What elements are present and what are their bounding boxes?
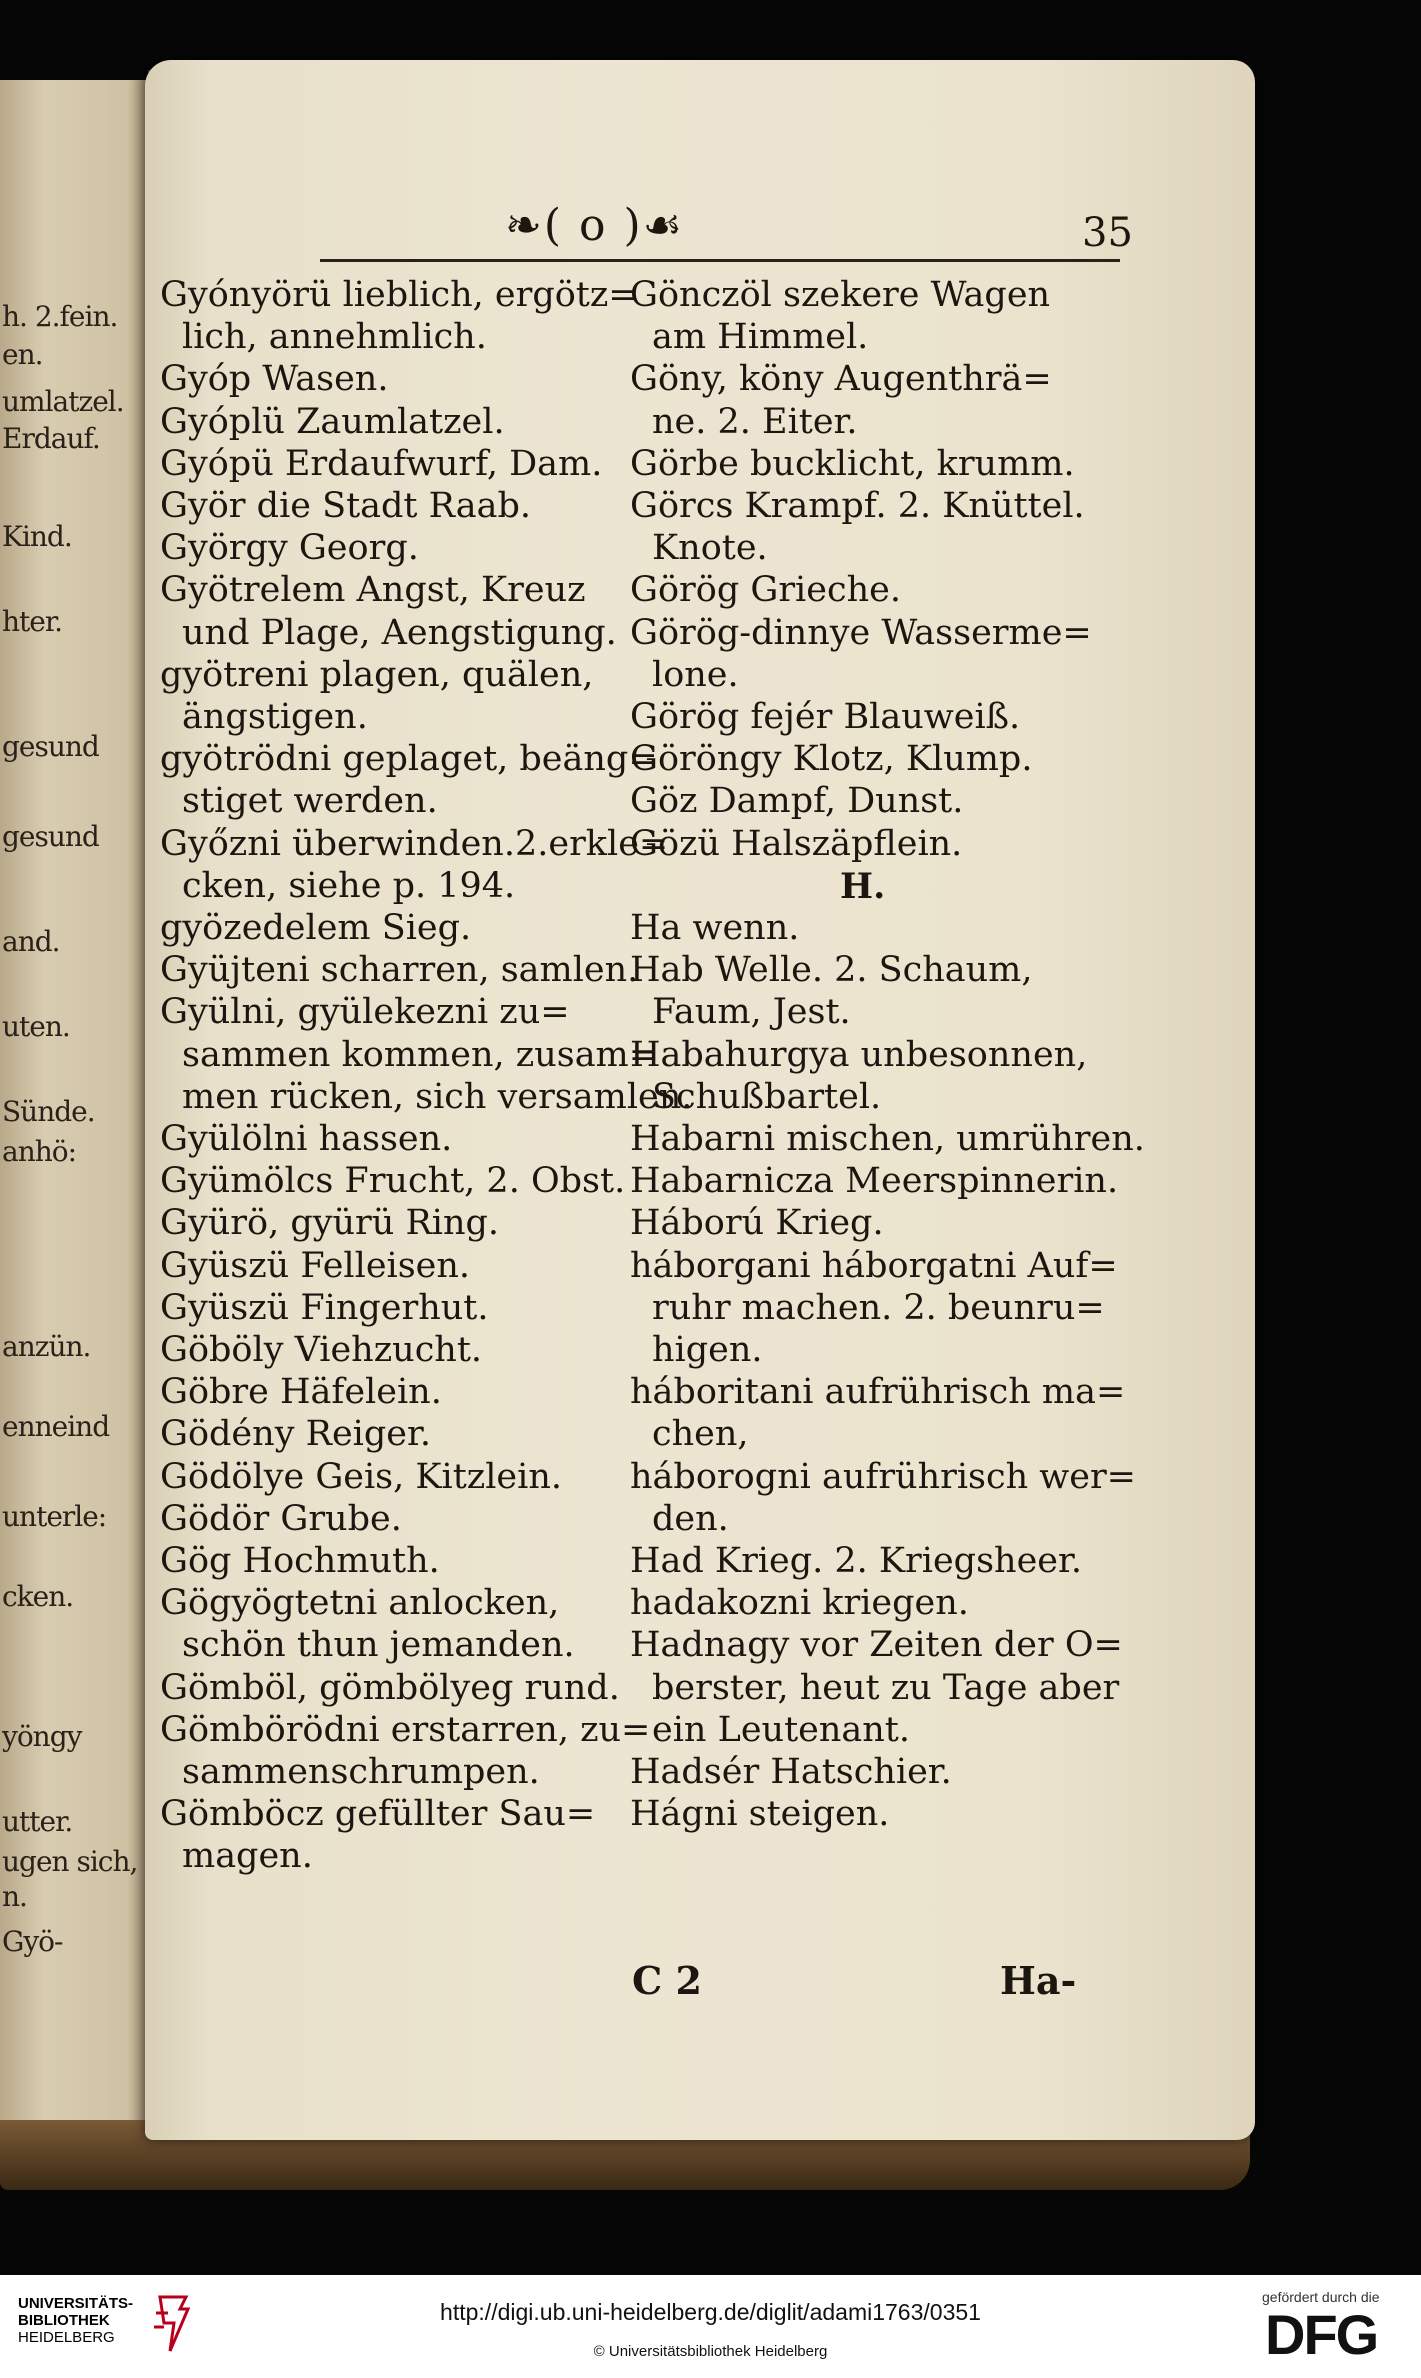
- dictionary-entry: Hab Welle. 2. Schaum,: [630, 950, 1033, 991]
- dictionary-entry: ein Leutenant.: [652, 1709, 910, 1750]
- dictionary-entry: stiget werden.: [182, 781, 438, 822]
- funding-note: gefördert durch die: [1262, 2289, 1380, 2305]
- dictionary-entry: berster, heut zu Tage aber: [652, 1667, 1120, 1708]
- left-page-fragment: anhö:: [2, 1135, 77, 1168]
- dictionary-entry: cken, siehe p. 194.: [182, 865, 516, 906]
- left-page-fragment: Gyö-: [2, 1925, 63, 1958]
- dictionary-entry: Gödény Reiger.: [160, 1414, 431, 1455]
- dictionary-entry: Háború Krieg.: [630, 1203, 884, 1244]
- left-page-fragment: hter.: [2, 605, 63, 638]
- catchword: Ha-: [1000, 1958, 1077, 2003]
- dictionary-entry: Gyülni, gyülekezni zu=: [160, 992, 570, 1033]
- left-page-fragment: enneind: [2, 1410, 110, 1443]
- left-page-fragment: Erdauf.: [2, 422, 100, 455]
- dictionary-entry: Görög Grieche.: [630, 570, 901, 611]
- left-page-fragment: ugen sich,: [2, 1845, 138, 1878]
- left-page-fragment: anzün.: [2, 1330, 91, 1363]
- dictionary-entry: Gög Hochmuth.: [160, 1541, 440, 1581]
- dictionary-entry: sammen kommen, zusam=: [182, 1034, 659, 1075]
- permalink[interactable]: http://digi.ub.uni-heidelberg.de/diglit/adami1763/0351: [440, 2299, 981, 2325]
- dictionary-entry: Gyüszü Fingerhut.: [160, 1287, 489, 1328]
- signature-mark: C 2: [632, 1958, 702, 2003]
- dictionary-entry: men rücken, sich versamlen.: [182, 1076, 693, 1117]
- left-page-fragment: cken.: [2, 1580, 74, 1613]
- dictionary-entry: chen,: [652, 1414, 749, 1455]
- dictionary-entry: Habarnicza Meerspinnerin.: [630, 1161, 1119, 1202]
- left-page-fragment: en.: [2, 338, 43, 371]
- dictionary-entry: Gyóp Wasen.: [160, 359, 389, 400]
- left-page-fragment: Sünde.: [2, 1095, 95, 1128]
- left-page-fragment: Kind.: [2, 520, 72, 553]
- dictionary-entry: Gyüszü Felleisen.: [160, 1245, 471, 1286]
- dictionary-entry: Had Krieg. 2. Kriegsheer.: [630, 1541, 1083, 1581]
- dictionary-entry: Győzni überwinden.2.erkle=: [160, 823, 669, 864]
- dictionary-entry: Györ die Stadt Raab.: [160, 486, 532, 526]
- dictionary-entry: Gyüjteni scharren, samlen.: [160, 950, 639, 991]
- dictionary-entry: Gögyögtetni anlocken,: [160, 1583, 560, 1624]
- dictionary-entry: schön thun jemanden.: [182, 1625, 575, 1666]
- dictionary-entry: am Himmel.: [652, 317, 869, 358]
- left-page-fragment: gesund: [2, 730, 99, 763]
- header-ornament: ❧( o )☙: [505, 200, 685, 251]
- copyright-notice: © Universitätsbibliothek Heidelberg: [593, 2343, 828, 2360]
- left-page-fragment: umlatzel.: [2, 385, 124, 418]
- footer-bar: [0, 2275, 1421, 2378]
- dictionary-entry: gyötrödni geplaget, beäng=: [160, 739, 658, 780]
- dictionary-entry: Gyötrelem Angst, Kreuz: [160, 570, 586, 611]
- library-name-line: BIBLIOTHEK: [18, 2312, 110, 2329]
- dictionary-entry: ängstigen.: [182, 697, 368, 737]
- left-page-fragment: h. 2.fein.: [2, 300, 118, 333]
- dictionary-entry: Göny, köny Augenthrä=: [630, 359, 1052, 400]
- left-page-fragment: utter.: [2, 1805, 73, 1838]
- dictionary-entry: gyözedelem Sieg.: [160, 908, 472, 948]
- dictionary-entry: Habarni mischen, umrühren.: [630, 1119, 1145, 1159]
- section-heading: H.: [840, 865, 886, 907]
- dictionary-entry: Gömböl, gömbölyeg rund.: [160, 1667, 620, 1708]
- left-page-fragment: n.: [2, 1880, 27, 1913]
- left-page-fragment: unterle:: [2, 1500, 107, 1533]
- left-page-fragment: and.: [2, 925, 60, 958]
- dictionary-entry: Faum, Jest.: [652, 992, 851, 1033]
- left-page-fragment: yöngy: [2, 1720, 82, 1753]
- dictionary-entry: sammenschrumpen.: [182, 1752, 540, 1792]
- dictionary-entry: Gönczöl szekere Wagen: [630, 275, 1051, 315]
- page-number: 35: [1082, 210, 1133, 256]
- dictionary-entry: Gyópü Erdaufwurf, Dam.: [160, 443, 603, 484]
- dictionary-entry: Hadnagy vor Zeiten der O=: [630, 1625, 1123, 1666]
- dictionary-entry: ne. 2. Eiter.: [652, 401, 858, 442]
- dictionary-entry: magen.: [182, 1836, 313, 1877]
- dictionary-entry: Göz Dampf, Dunst.: [630, 781, 964, 822]
- dictionary-entry: Gyürö, gyürü Ring.: [160, 1203, 500, 1244]
- dictionary-entry: Göbre Häfelein.: [160, 1372, 442, 1413]
- dictionary-entry: Ha wenn.: [630, 908, 800, 948]
- dictionary-entry: Habahurgya unbesonnen,: [630, 1034, 1088, 1075]
- dictionary-entry: Gömböcz gefüllter Sau=: [160, 1794, 596, 1835]
- dictionary-entry: Göröngy Klotz, Klump.: [630, 739, 1033, 780]
- dictionary-entry: Gyónyörü lieblich, ergötz=: [160, 275, 638, 315]
- dictionary-entry: Görög fejér Blauweiß.: [630, 697, 1021, 737]
- dictionary-entry: Görbe bucklicht, krumm.: [630, 443, 1075, 484]
- dictionary-entry: Gömbörödni erstarren, zu=: [160, 1709, 651, 1750]
- dictionary-entry: Görög-dinnye Wasserme=: [630, 612, 1092, 653]
- dictionary-entry: Knote.: [652, 528, 768, 569]
- library-name-line: HEIDELBERG: [18, 2329, 115, 2346]
- dictionary-entry: higen.: [652, 1330, 763, 1370]
- dictionary-entry: György Georg.: [160, 528, 419, 569]
- dictionary-entry: Göböly Viehzucht.: [160, 1330, 483, 1370]
- dictionary-entry: Gözü Halszäpflein.: [630, 823, 963, 864]
- dictionary-entry: Görcs Krampf. 2. Knüttel.: [630, 486, 1085, 526]
- left-page-fragment: uten.: [2, 1010, 70, 1043]
- dictionary-entry: Schußbartel.: [652, 1076, 882, 1117]
- dictionary-entry: und Plage, Aengstigung.: [182, 612, 617, 653]
- library-name-line: UNIVERSITÄTS-: [18, 2295, 134, 2312]
- dictionary-entry: Hágni steigen.: [630, 1794, 890, 1835]
- dictionary-entry: lich, annehmlich.: [182, 317, 487, 358]
- dictionary-entry: Gyülölni hassen.: [160, 1119, 453, 1159]
- header-rule: [320, 259, 1120, 262]
- dictionary-entry: Hadsér Hatschier.: [630, 1752, 952, 1792]
- dfg-logo: DFG: [1265, 2303, 1378, 2366]
- dictionary-entry: Gödölye Geis, Kitzlein.: [160, 1456, 563, 1497]
- dictionary-entry: lone.: [652, 654, 739, 695]
- dictionary-entry: háborgani háborgatni Auf=: [630, 1245, 1118, 1286]
- dictionary-entry: gyötreni plagen, quälen,: [160, 654, 594, 695]
- dictionary-entry: háboritani aufrührisch ma=: [630, 1372, 1126, 1413]
- dictionary-entry: Gyümölcs Frucht, 2. Obst.: [160, 1161, 626, 1202]
- dictionary-entry: den.: [652, 1498, 729, 1539]
- dictionary-entry: ruhr machen. 2. beunru=: [652, 1287, 1105, 1328]
- dictionary-entry: Gödör Grube.: [160, 1498, 402, 1539]
- dictionary-entry: háborogni aufrührisch wer=: [630, 1456, 1137, 1497]
- dictionary-entry: hadakozni kriegen.: [630, 1583, 969, 1624]
- left-page-fragment: gesund: [2, 820, 99, 853]
- dictionary-entry: Gyóplü Zaumlatzel.: [160, 401, 505, 442]
